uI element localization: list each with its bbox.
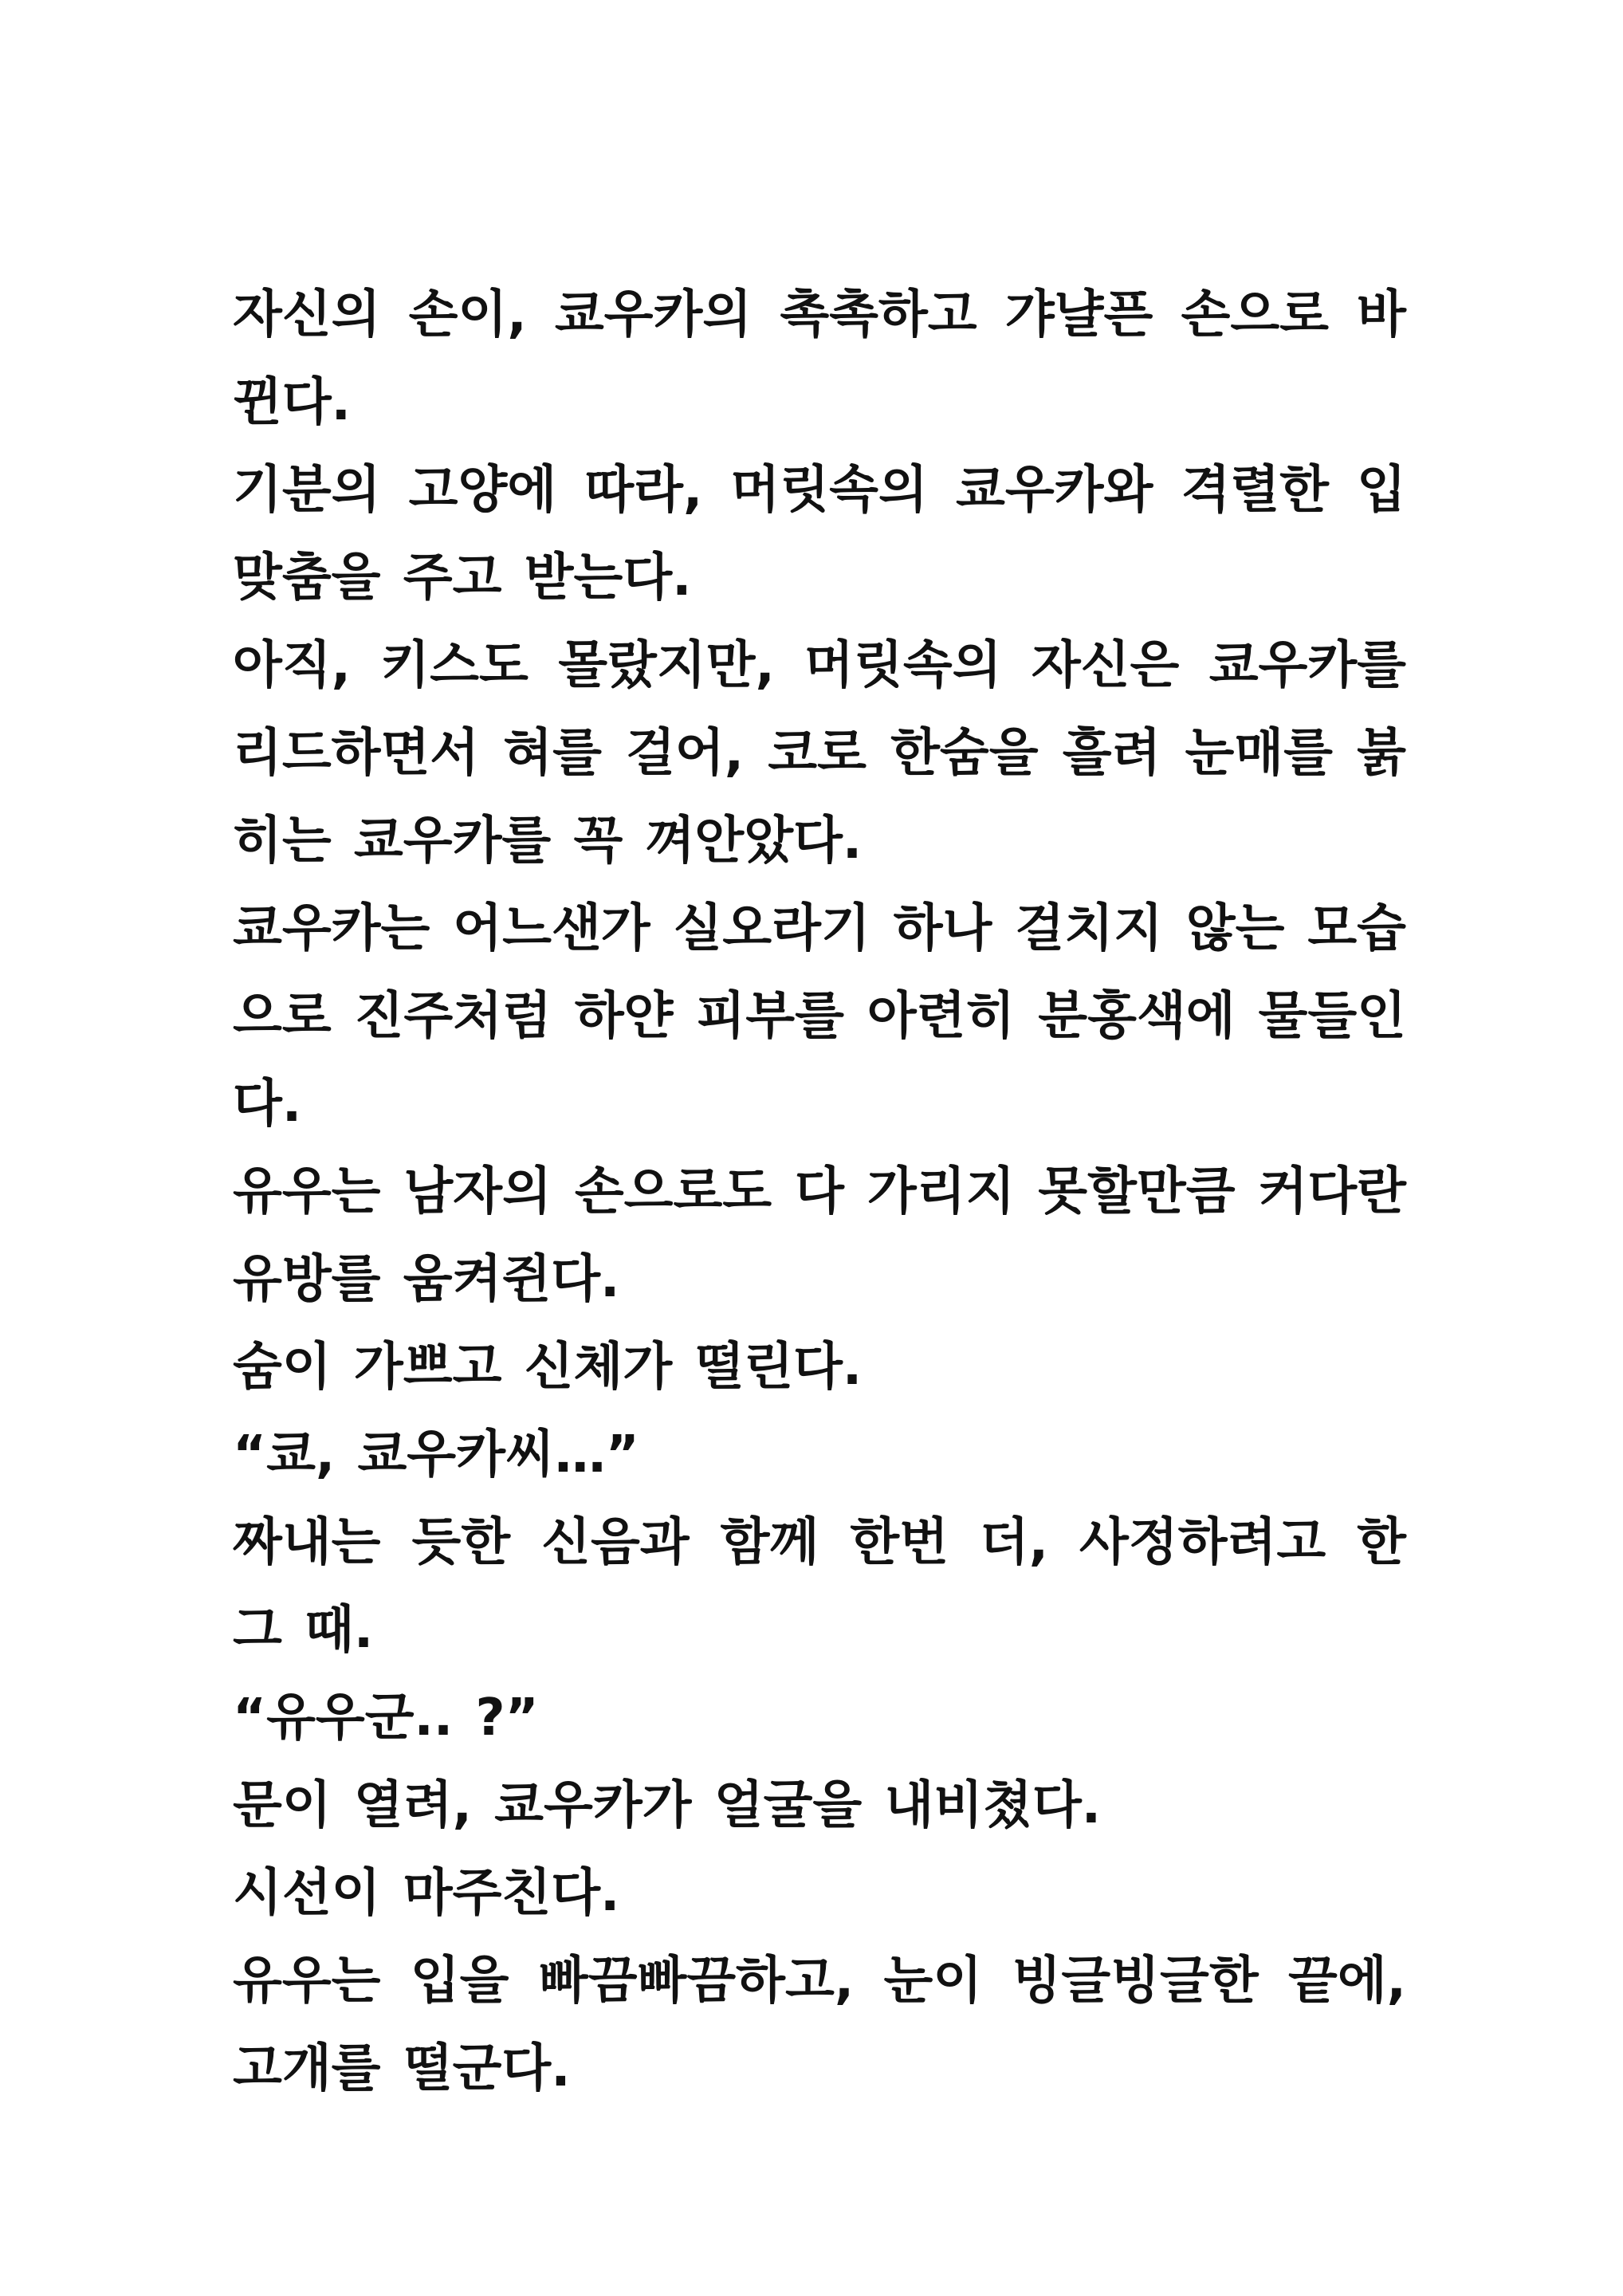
dialogue-line: “유우군.. ?” <box>233 1689 539 1748</box>
paragraph: 짜내는 듯한 신음과 함께 한번 더, 사정하려고 한 그 때. <box>233 1513 1406 1660</box>
paragraph: 문이 열려, 쿄우카가 얼굴을 내비쳤다. <box>233 1776 1102 1835</box>
dialogue-line: “쿄, 쿄우카씨…” <box>233 1425 639 1484</box>
paragraph: 기분의 고양에 따라, 머릿속의 쿄우카와 격렬한 입맞춤을 주고 받는다. <box>233 461 1406 607</box>
paragraph: 아직, 키스도 몰랐지만, 머릿속의 자신은 쿄우카를 리드하면서 혀를 걸어, 코로 한숨을 흘려 눈매를 붉히는 쿄우카를 꼭 껴안았다. <box>233 636 1406 871</box>
paragraph: 시선이 마주친다. <box>233 1864 620 1923</box>
body-text <box>233 271 1406 2113</box>
paragraph: 유우는 남자의 손으로도 다 가리지 못할만큼 커다란 유방를 움켜쥔다. <box>233 1162 1406 1309</box>
paragraph: 쿄우카는 어느샌가 실오라기 하나 걸치지 않는 모습으로 진주처럼 하얀 피부를 아련히 분홍색에 물들인다. <box>233 899 1406 1134</box>
paragraph: 유우는 입을 빠끔빠끔하고, 눈이 빙글빙글한 끝에, 고개를 떨군다. <box>233 1952 1406 2098</box>
paragraph: 숨이 가쁘고 신체가 떨린다. <box>233 1338 863 1397</box>
paragraph: 자신의 손이, 쿄우카의 촉촉하고 갸냘픈 손으로 바뀐다. <box>233 285 1406 432</box>
